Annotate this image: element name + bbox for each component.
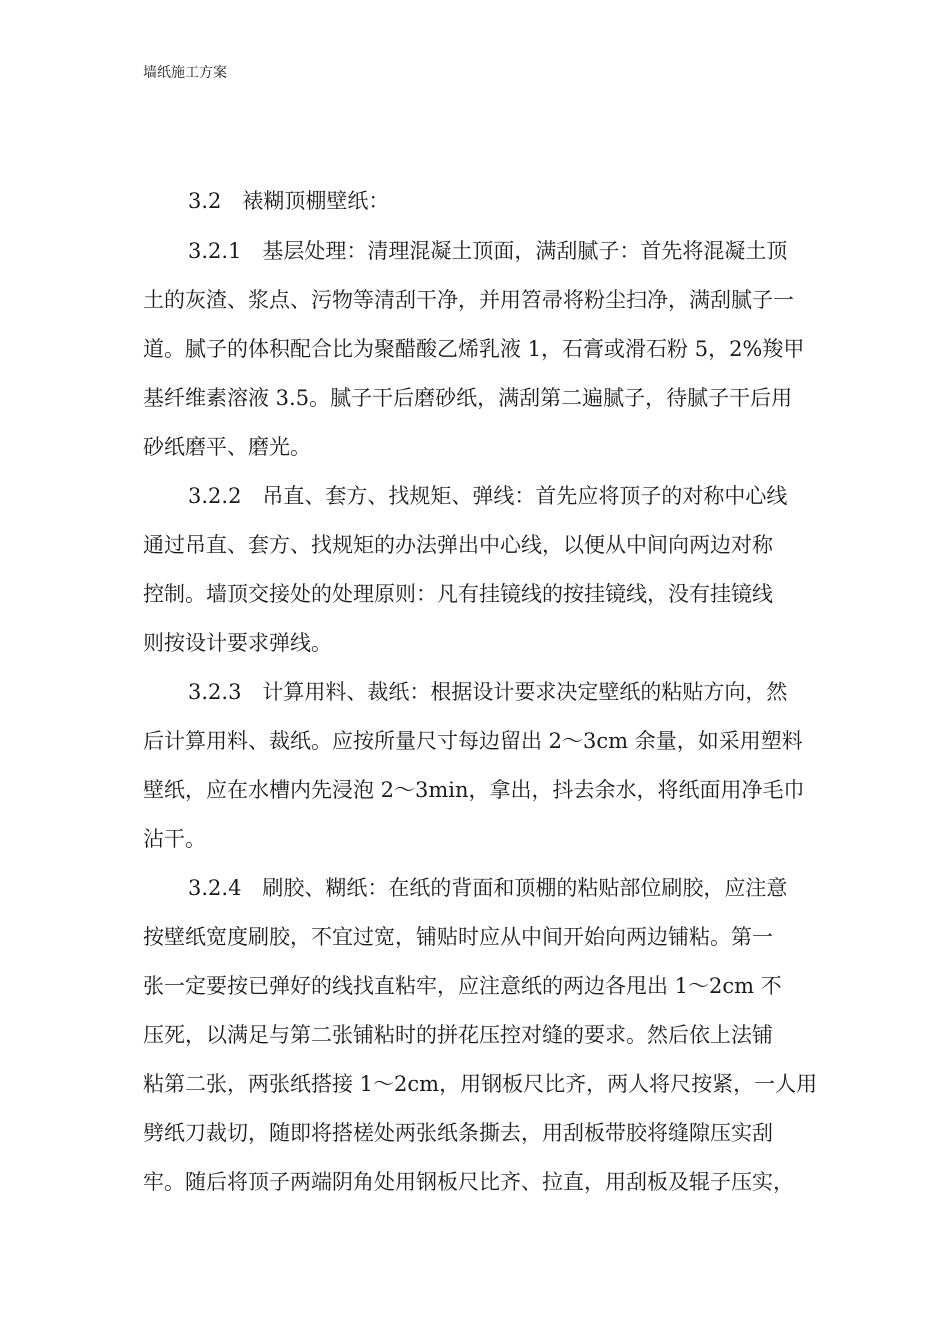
paragraph-line: 牢。随后将顶子两端阴角处用钢板尺比齐、拉直，用刮板及辊子压实， — [143, 1170, 794, 1194]
section-heading: 3.2 裱糊顶棚壁纸： — [188, 189, 390, 213]
paragraph-line: 3.2.2 吊直、套方、找规矩、弹线：首先应将顶子的对称中心线 — [188, 484, 788, 508]
paragraph-line: 控制。墙顶交接处的处理原则：凡有挂镜线的按挂镜线，没有挂镜线 — [143, 582, 773, 606]
paragraph-line: 粘第二张，两张纸搭接 1～2cm，用钢板尺比齐，两人将尺按紧，一人用 — [143, 1072, 818, 1096]
paragraph-line: 砂纸磨平、磨光。 — [143, 435, 311, 459]
paragraph-line: 则按设计要求弹线。 — [143, 631, 332, 655]
paragraph-line: 张一定要按已弹好的线找直粘牢，应注意纸的两边各甩出 1～2cm 不 — [143, 974, 782, 998]
page-header: 墙纸施工方案 — [143, 65, 227, 81]
paragraph-line: 按壁纸宽度刷胶，不宜过宽，铺贴时应从中间开始向两边铺粘。第一 — [143, 925, 773, 949]
paragraph-line: 壁纸，应在水槽内先浸泡 2～3min，拿出，抖去余水，将纸面用净毛巾 — [143, 778, 805, 802]
paragraph-line: 沾干。 — [143, 827, 206, 851]
paragraph-line: 土的灰渣、浆点、污物等清刮干净，并用笤帚将粉尘扫净，满刮腻子一 — [143, 288, 794, 312]
paragraph-line: 3.2.3 计算用料、裁纸：根据设计要求决定壁纸的粘贴方向，然 — [188, 680, 788, 704]
paragraph-line: 后计算用料、裁纸。应按所量尺寸每边留出 2～3cm 余量，如采用塑料 — [143, 729, 803, 753]
paragraph-line: 道。腻子的体积配合比为聚醋酸乙烯乳液 1，石膏或滑石粉 5，2%羧甲 — [143, 337, 805, 361]
paragraph-line: 3.2.4 刷胶、糊纸：在纸的背面和顶棚的粘贴部位刷胶，应注意 — [188, 876, 788, 900]
paragraph-line: 压死，以满足与第二张铺粘时的拼花压控对缝的要求。然后依上法铺 — [143, 1023, 773, 1047]
paragraph-line: 劈纸刀裁切，随即将搭槎处两张纸条撕去，用刮板带胶将缝隙压实刮 — [143, 1121, 773, 1145]
paragraph-line: 基纤维素溶液 3.5。腻子干后磨砂纸，满刮第二遍腻子，待腻子干后用 — [143, 386, 793, 410]
paragraph-line: 通过吊直、套方、找规矩的办法弹出中心线，以便从中间向两边对称 — [143, 533, 773, 557]
paragraph-line: 3.2.1 基层处理：清理混凝土顶面，满刮腻子：首先将混凝土顶 — [188, 239, 788, 263]
